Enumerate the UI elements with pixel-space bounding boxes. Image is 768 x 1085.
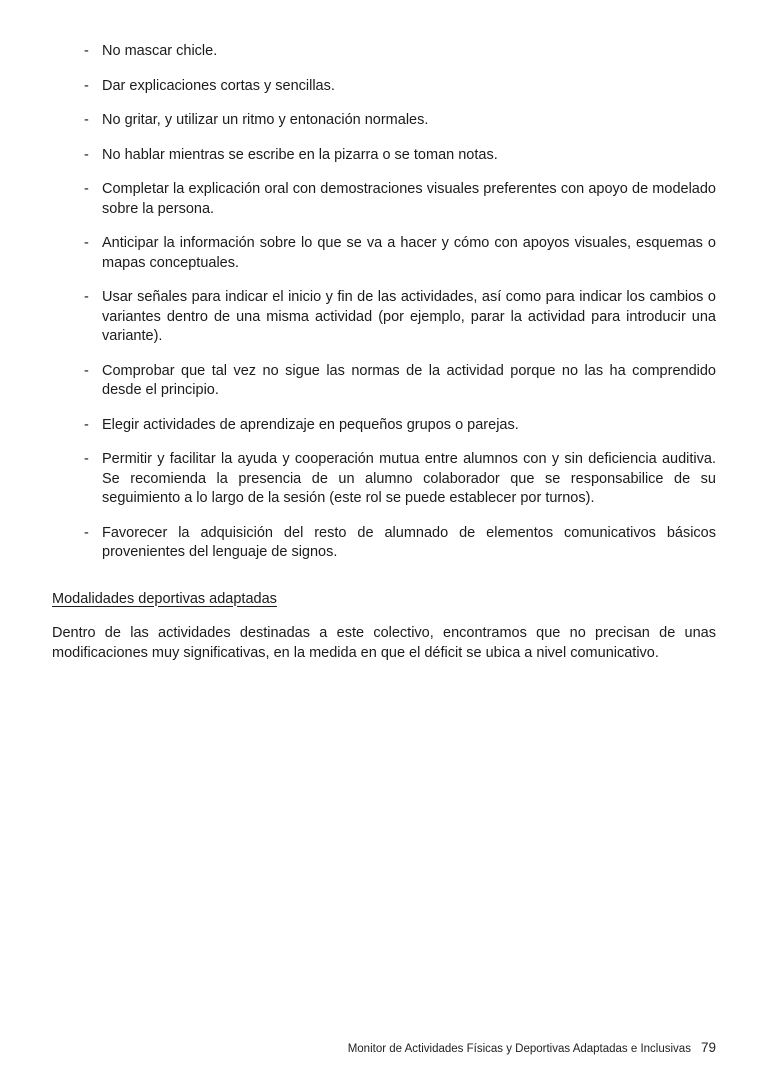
footer-text: Monitor de Actividades Físicas y Deportivas Adaptadas e Inclusivas [347,1043,691,1055]
bullet-text: Completar la explicación oral con demostraciones visuales preferentes con apoyo de modelado sobre la persona. [102,181,716,217]
page-number: 79 [700,1040,716,1055]
list-item [52,288,716,347]
bullet-dash: - [84,416,89,433]
bullet-text: Usar señales para indicar el inicio y fin de las actividades, así como para indicar los cambios o variantes dentro de una misma actividad (por ejemplo, parar la actividad para introducir una variante). [102,289,716,344]
list-item [52,524,716,563]
list-item [52,77,716,97]
list-item [52,146,716,166]
list-item [52,180,716,219]
page-footer [348,1040,716,1055]
body-paragraph: Dentro de las actividades destinadas a este colectivo, encontramos que no precisan de unas modificaciones muy significativas, en la medida en que el déficit se ubica a nivel comunicativo. [52,625,716,661]
bullet-text: Comprobar que tal vez no sigue las normas de la actividad porque no las ha comprendido desde el principio. [102,362,716,398]
bullet-dash: - [84,524,89,541]
bullet-text: No hablar mientras se escribe en la pizarra o se toman notas. [102,146,498,163]
bullet-text: Favorecer la adquisición del resto de alumnado de elementos comunicativos básicos provenientes del lenguaje de signos. [102,524,716,560]
bullet-dash: - [84,112,89,128]
bullet-list [52,42,716,563]
bullet-dash: - [84,77,89,94]
list-item [52,42,716,62]
section-heading: Modalidades deportivas adaptadas [52,590,277,607]
list-item [52,362,716,401]
bullet-text: Elegir actividades de aprendizaje en pequeños grupos o parejas. [102,416,519,433]
bullet-dash: - [84,146,89,163]
bullet-dash: - [84,451,89,467]
list-item [52,111,716,131]
bullet-text: Dar explicaciones cortas y sencillas. [102,77,335,94]
bullet-dash: - [84,43,89,59]
bullet-dash: - [84,181,89,197]
bullet-text: No mascar chicle. [102,43,218,59]
bullet-text: No gritar, y utilizar un ritmo y entonación normales. [102,112,429,128]
page-content [52,42,716,663]
list-item [52,450,716,509]
bullet-text: Permitir y facilitar la ayuda y cooperación mutua entre alumnos con y sin deficiencia auditiva. Se recomienda la presencia de un alumno colaborador que se responsabilice de su seguimiento a lo largo de la sesión (este rol se puede establecer por turnos). [102,451,716,506]
bullet-dash: - [84,235,89,251]
bullet-dash: - [84,289,89,305]
bullet-dash: - [84,362,89,379]
bullet-text: Anticipar la información sobre lo que se va a hacer y cómo con apoyos visuales, esquemas o mapas conceptuales. [102,235,716,271]
list-item [52,416,716,436]
list-item [52,234,716,273]
